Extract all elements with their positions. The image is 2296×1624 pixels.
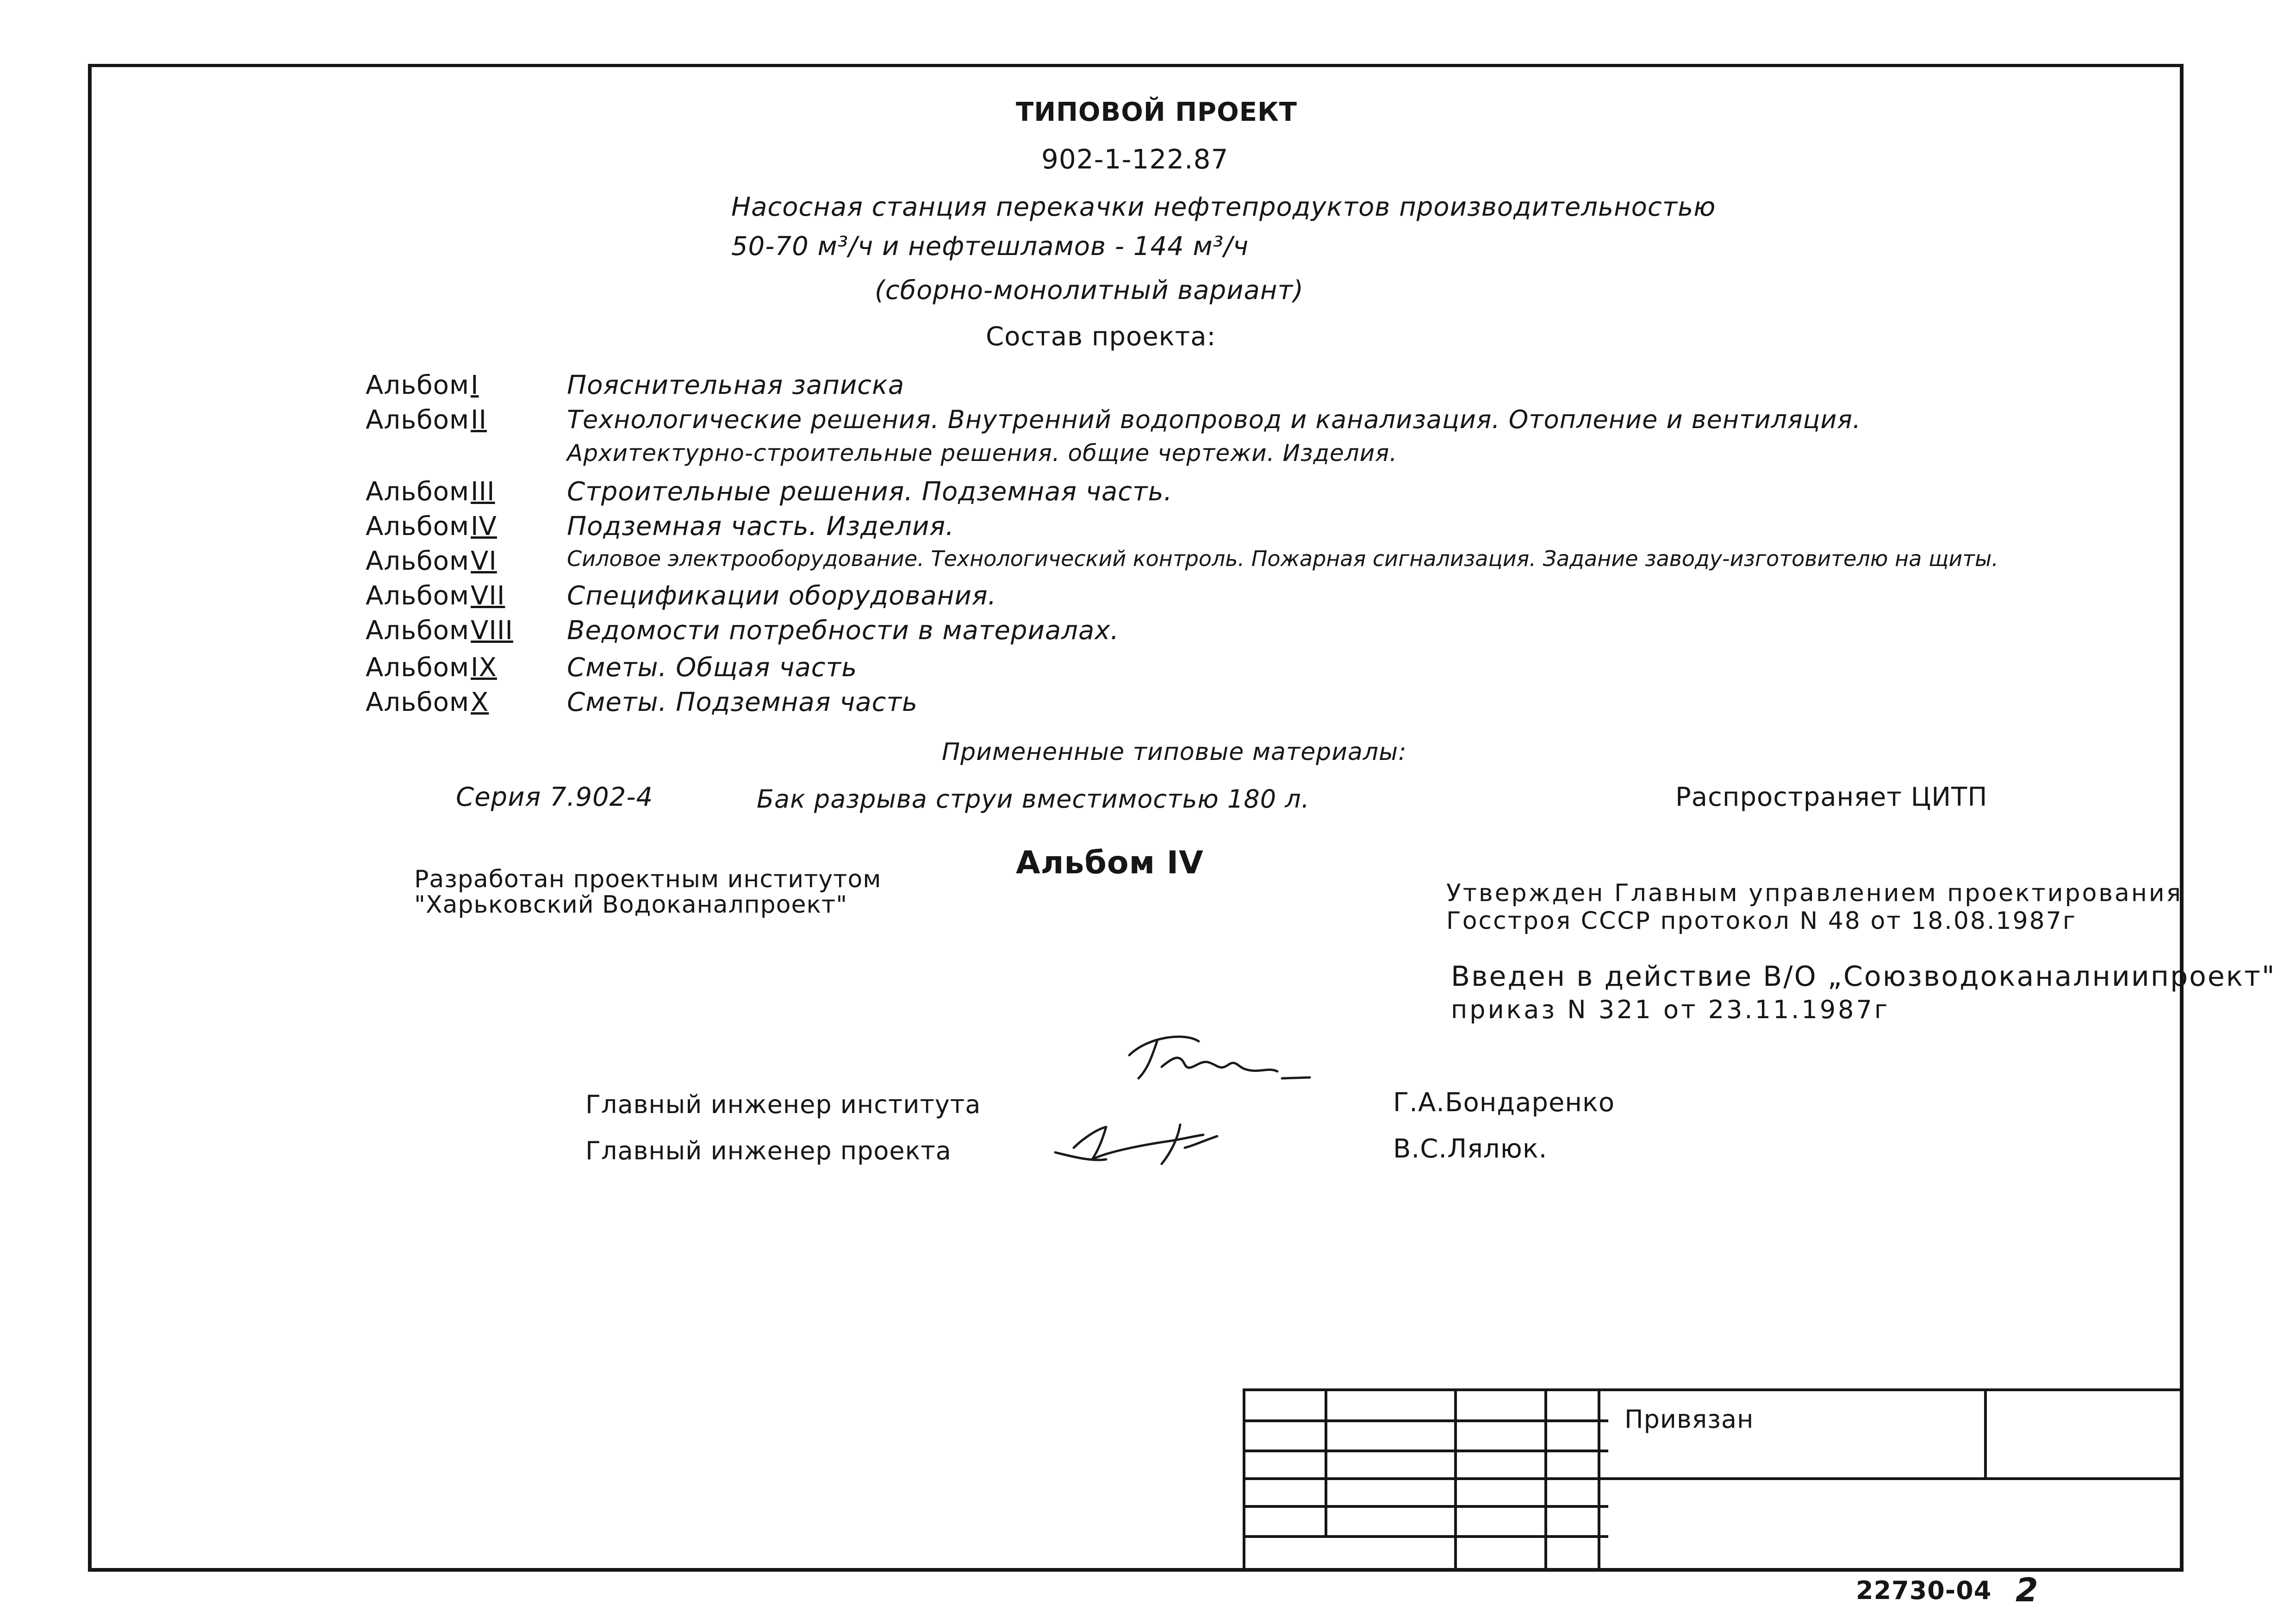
materials-series: Серия 7.902-4 <box>456 782 653 812</box>
approval-line-2: Госстроя СССР протокол N 48 от 18.08.1987г <box>1446 907 2077 935</box>
album-description: Ведомости потребности в материалах. <box>567 616 1120 646</box>
album-label: Альбом <box>366 511 470 541</box>
album-number: III <box>471 477 495 507</box>
album-number: II <box>471 405 487 435</box>
album-label: Альбом <box>366 687 470 717</box>
album-description: Архитектурно-строительные решения. общие чертежи. Изделия. <box>567 440 1398 467</box>
current-album: Альбом IV <box>1016 845 1204 881</box>
developer-line-2: "Харьковский Водоканалпроект" <box>414 891 848 919</box>
album-number: VI <box>471 546 497 576</box>
approval-line-1: Утвержден Главным управлением проектирования <box>1446 879 2183 907</box>
album-number: IX <box>471 653 497 683</box>
album-label: Альбом <box>366 546 470 576</box>
album-label: Альбом <box>366 477 470 507</box>
signature-scribble-1-icon <box>1120 1027 1314 1092</box>
chief-engineer-institute-role: Главный инженер института <box>585 1090 981 1119</box>
project-description-2: 50-70 м³/ч и нефтешламов - 144 м³/ч <box>731 231 1249 261</box>
album-description: Силовое электрооборудование. Технологический контроль. Пожарная сигнализация. Задание заводу-изготовителю на щиты. <box>567 546 1998 571</box>
album-description: Пояснительная записка <box>567 370 905 400</box>
binding-label: Привязан <box>1624 1405 1754 1434</box>
album-description: Спецификации оборудования. <box>567 581 997 611</box>
album-number: X <box>471 687 489 717</box>
chief-engineer-project-name: В.С.Лялюк. <box>1393 1134 1548 1164</box>
page-number: 2 <box>2016 1571 2039 1609</box>
album-label: Альбом <box>366 653 470 683</box>
album-number: VIII <box>471 616 513 646</box>
materials-item: Бак разрыва струи вместимостью 180 л. <box>757 784 1310 814</box>
album-description: Технологические решения. Внутренний водопровод и канализация. Отопление и вентиляция. <box>567 405 1861 434</box>
album-number: VII <box>471 581 505 611</box>
document-type: ТИПОВОЙ ПРОЕКТ <box>1016 97 1297 127</box>
album-label: Альбом <box>366 370 470 400</box>
album-label: Альбом <box>366 405 470 435</box>
album-description: Сметы. Общая часть <box>567 653 858 683</box>
project-description-1: Насосная станция перекачки нефтепродуктов производительностью <box>731 192 1716 222</box>
sheet-code: 22730-04 <box>1856 1576 1992 1605</box>
approval-line-3: Введен в действие В/О „Союзводоканалниипроект" <box>1451 960 2276 993</box>
project-variant: (сборно-монолитный вариант) <box>875 275 1304 305</box>
materials-distributor: Распространяет ЦИТП <box>1675 782 1988 812</box>
album-label: Альбом <box>366 581 470 611</box>
composition-heading: Состав проекта: <box>986 322 1216 352</box>
album-number: IV <box>471 511 497 541</box>
signature-scribble-2-icon <box>1046 1115 1259 1171</box>
album-label: Альбом <box>366 616 470 646</box>
album-number: I <box>471 370 479 400</box>
project-code: 902-1-122.87 <box>1041 143 1229 175</box>
chief-engineer-institute-name: Г.А.Бондаренко <box>1393 1088 1615 1118</box>
album-description: Сметы. Подземная часть <box>567 687 918 717</box>
approval-line-4: приказ N 321 от 23.11.1987г <box>1451 995 1890 1024</box>
developer-line-1: Разработан проектным институтом <box>414 865 882 893</box>
album-description: Строительные решения. Подземная часть. <box>567 477 1173 507</box>
album-description: Подземная часть. Изделия. <box>567 511 954 541</box>
materials-heading: Примененные типовые материалы: <box>942 738 1407 766</box>
chief-engineer-project-role: Главный инженер проекта <box>585 1136 952 1165</box>
